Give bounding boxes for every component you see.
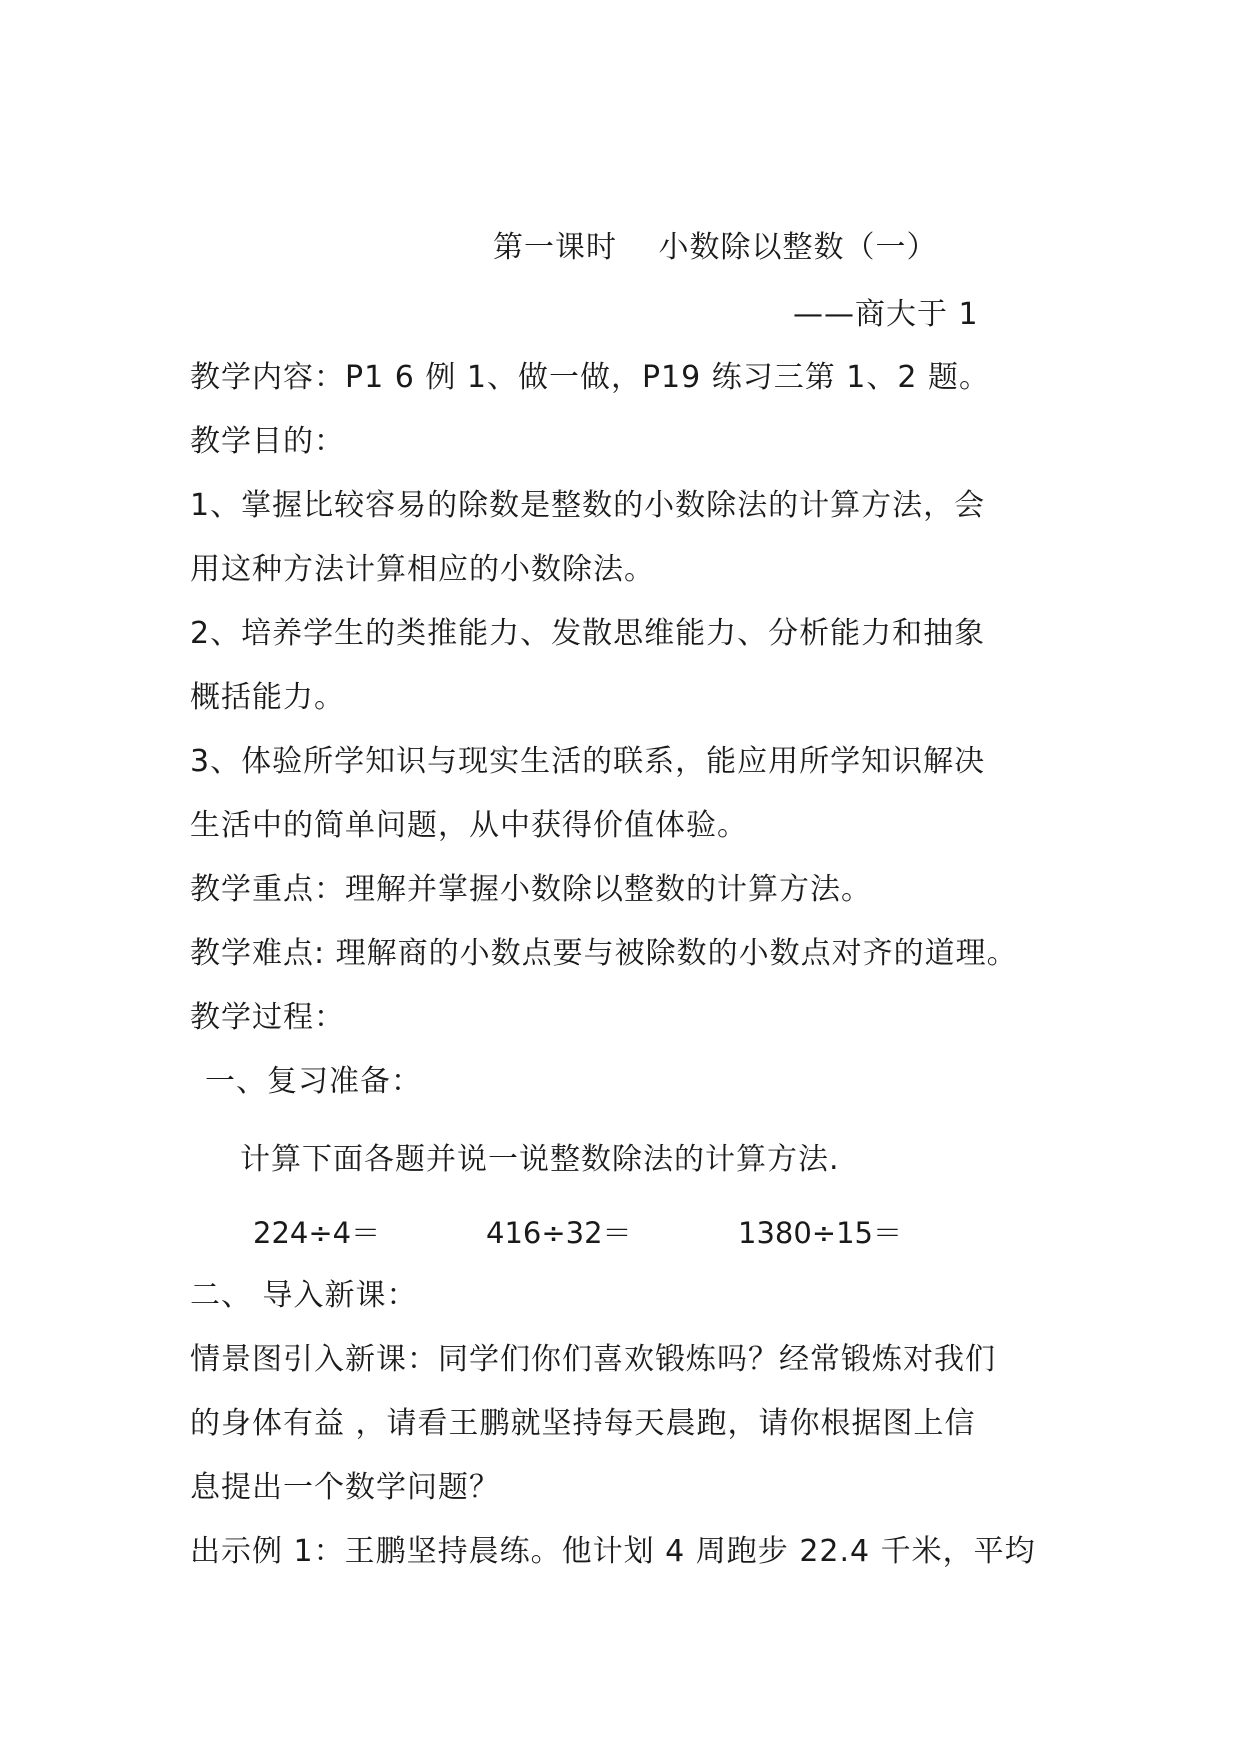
calculation-1: 224÷4＝ bbox=[253, 1216, 381, 1250]
objective-1-line-1: 1、掌握比较容易的除数是整数的小数除法的计算方法，会 bbox=[190, 488, 986, 523]
section-2-heading: 二、 导入新课： bbox=[190, 1278, 418, 1313]
example-1: 出示例 1：王鹏坚持晨练。他计划 4 周跑步 22.4 千米，平均 bbox=[190, 1534, 1036, 1569]
objectives-heading: 教学目的： bbox=[190, 424, 345, 459]
process-heading: 教学过程： bbox=[190, 1000, 345, 1035]
page-title: 第一课时 小数除以整数（一） bbox=[493, 230, 938, 265]
teaching-content: 教学内容：P1 6 例 1、做一做，P19 练习三第 1、2 题。 bbox=[190, 360, 991, 395]
intro-line-1: 情景图引入新课：同学们你们喜欢锻炼吗？经常锻炼对我们 bbox=[190, 1342, 996, 1377]
section-1-heading: 一、复习准备： bbox=[205, 1064, 422, 1099]
key-point: 教学重点：理解并掌握小数除以整数的计算方法。 bbox=[190, 872, 872, 907]
calculation-3: 1380÷15＝ bbox=[738, 1216, 903, 1250]
intro-line-3: 息提出一个数学问题？ bbox=[190, 1470, 500, 1505]
objective-2-line-2: 概括能力。 bbox=[190, 680, 345, 715]
calculation-2: 416÷32＝ bbox=[486, 1216, 632, 1250]
intro-line-2: 的身体有益 ，请看王鹏就坚持每天晨跑，请你根据图上信 bbox=[190, 1406, 976, 1441]
page-subtitle: ——商大于 1 bbox=[793, 297, 979, 332]
difficulty: 教学难点: 理解商的小数点要与被除数的小数点对齐的道理。 bbox=[190, 936, 1018, 971]
objective-2-line-1: 2、培养学生的类推能力、发散思维能力、分析能力和抽象 bbox=[190, 616, 986, 651]
objective-3-line-1: 3、体验所学知识与现实生活的联系，能应用所学知识解决 bbox=[190, 744, 986, 779]
section-1-instruction: 计算下面各题并说一说整数除法的计算方法. bbox=[240, 1142, 840, 1177]
objective-1-line-2: 用这种方法计算相应的小数除法。 bbox=[190, 552, 655, 587]
objective-3-line-2: 生活中的简单问题，从中获得价值体验。 bbox=[190, 808, 748, 843]
